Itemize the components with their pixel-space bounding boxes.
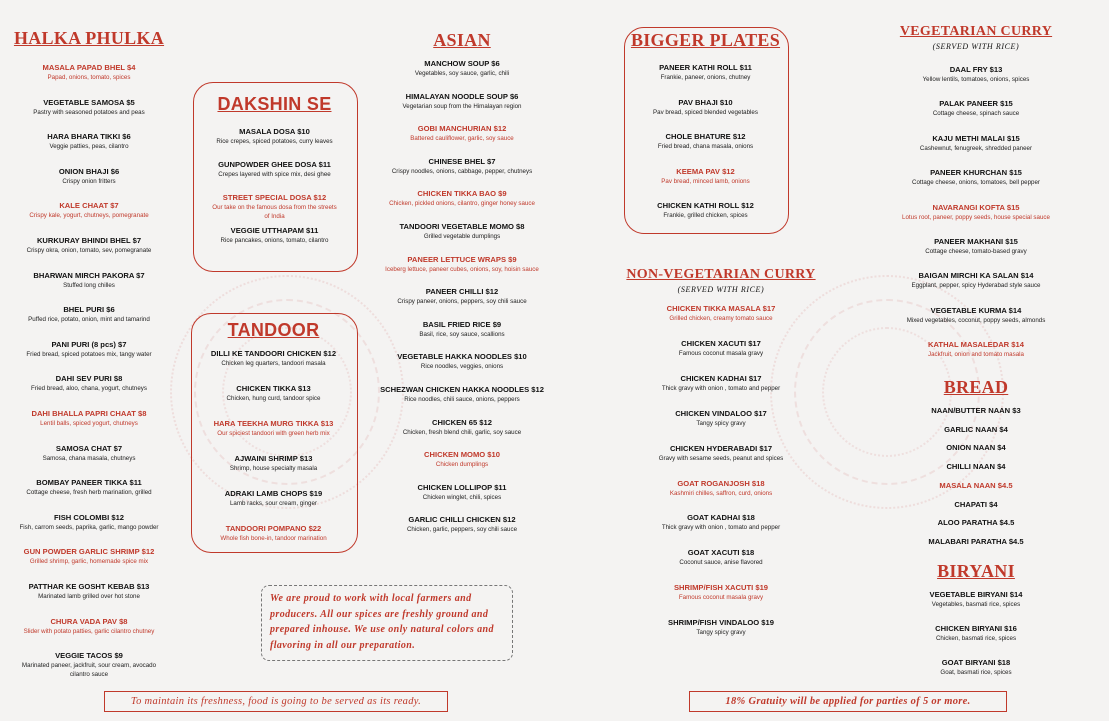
menu-item-name: CHOLE BHATURE $12 [665,132,746,141]
menu-item [6,651,172,679]
menu-item-description: Lamb racks, sour cream, ginger [229,500,317,507]
menu-item-description: Grilled vegetable dumplings [423,233,501,240]
menu-item-description: Cashewnut, fenugreek, shredded paneer [919,144,1033,152]
menu-item-name: KALE CHAAT $7 [59,201,119,211]
menu-item [366,515,558,534]
menu-item [886,462,1066,472]
menu-item-description: Famous coconut masala gravy [678,349,764,357]
menu-item-description: Lotus root, paneer, poppy seeds, house special sauce [902,213,1050,221]
menu-item-name: BOMBAY PANEER TIKKA $11 [36,478,142,488]
menu-item-description: Vegetarian soup from the Himalayan region [402,102,522,110]
menu-item-description: Veggie patties, peas, cilantro [49,143,129,151]
menu-item-name: CHICKEN TIKKA BAO $9 [417,189,507,199]
menu-item-name: NAVARANGI KOFTA $15 [932,202,1020,212]
menu-item [191,489,356,508]
section-title: TANDOOR [227,320,320,340]
menu-item-name: DILLI KE TANDOORI CHICKEN $12 [210,349,337,358]
menu-item [366,222,558,241]
menu-item [366,483,558,502]
menu-item [6,271,172,290]
menu-item [366,320,558,339]
menu-item-description: Famous coconut masala gravy [678,594,764,602]
menu-item-description: Fried bread, spiced potatoes mix, tangy water [26,350,152,358]
section-asian [366,30,558,534]
menu-item-name: BHARWAN MIRCH PAKORA $7 [33,270,145,280]
section-title: NON-VEGETARIAN CURRY [626,267,816,282]
menu-item-description: Slider with potato patties, garlic cilantro chutney [23,627,155,635]
footer-freshness-note: To maintain its freshness, food is going to be served as its ready. [104,691,448,712]
menu-item-name: CHICKEN TIKKA MASALA $17 [666,304,776,313]
menu-item-description: Battered cauliflower, garlic, soy sauce [410,135,514,143]
menu-item-description: Gravy with sesame seeds, peanut and spices [658,454,784,462]
menu-item-description: Rice noodles, veggies, onions [420,363,504,371]
menu-item-description: Eggplant, pepper, spicy Hyderabad style sauce [911,282,1041,290]
menu-item-name: SAMOSA CHAT $7 [55,443,123,453]
sourcing-note: We are proud to work with local farmers and producers. All our spices are freshly ground and prepared inhouse. We use only natural colors and flavoring in all our preparation. [261,585,513,661]
menu-item-name: SHRIMP/FISH XACUTI $19 [673,583,769,593]
menu-item-name: GARLIC NAAN $4 [944,424,1008,434]
menu-item [6,201,172,220]
menu-item-name: CHICKEN MOMO $10 [424,450,500,460]
menu-item [886,203,1066,222]
menu-item-name: DAHI SEV PURI $8 [55,374,123,384]
menu-item [621,409,821,428]
menu-item [886,271,1066,290]
section-title: ASIAN [433,30,491,50]
menu-item-description: Chicken leg quarters, tandoori masala [221,360,326,367]
menu-item-description: Vegetables, basmati rice, spices [931,601,1021,608]
menu-item-description: Cottage cheese, onions, tomatoes, bell pepper [912,179,1040,187]
menu-item-name: BASIL FRIED RICE $9 [422,319,502,329]
menu-item-description: Pastry with seasoned potatoes and peas [33,108,145,116]
menu-item [621,513,821,532]
menu-item-description: Lentil balls, spiced yogurt, chutneys [40,420,138,427]
menu-item-name: CHICKEN XACUTI $17 [681,338,761,348]
menu-item-name: PANEER CHILLI $12 [425,287,499,297]
menu-item [6,617,172,636]
menu-item-name: PATTHAR KE GOSHT KEBAB $13 [28,582,150,591]
menu-item [886,624,1066,643]
menu-item-name: CHAPATI $4 [954,499,998,509]
menu-item-description: Fried bread, chana masala, onions [657,143,754,150]
menu-item [624,98,787,117]
menu-item-name: GUNPOWDER GHEE DOSA $11 [218,160,331,169]
menu-item-name: GOAT XACUTI $18 [687,548,755,558]
menu-item [6,444,172,463]
menu-item-name: VEGETABLE SAMOSA $5 [43,97,135,107]
menu-item-name: KAJU METHI MALAI $15 [932,133,1020,143]
menu-item-name: MASALA DOSA $10 [239,127,310,136]
menu-item [886,168,1066,187]
menu-item-description: Whole fish bone-in, tandoor marination [220,535,327,542]
menu-item [886,99,1066,118]
menu-item-name: PANEER KHURCHAN $15 [930,168,1022,178]
section-halka-phulka [6,28,172,679]
menu-item [6,547,172,566]
menu-item-name: GOAT ROGANJOSH $18 [677,478,765,488]
menu-item-description: Our take on the famous dosa from the streets of India [212,204,337,220]
menu-item [621,374,821,393]
menu-item [624,63,787,82]
menu-item-description: Shrimp, house specialty masala [229,465,318,472]
menu-item-name: VEGETABLE HAKKA NOODLES $10 [397,352,527,362]
menu-item-name: MASALA PAPAD BHEL $4 [42,63,136,72]
menu-item-description: Chicken dumplings [435,461,489,469]
section-veg-curry [886,24,1066,359]
menu-item [6,374,172,393]
section-dakshin-se [193,94,356,244]
menu-item-description: Grilled chicken, creamy tomato sauce [669,315,773,322]
menu-item-name: ONION BHAJI $6 [58,166,120,176]
menu-item [886,340,1066,359]
menu-item [886,537,1066,547]
menu-item [6,132,172,151]
menu-item [6,340,172,359]
menu-item [886,443,1066,453]
menu-item-description: Goat, basmati rice, spices [940,669,1012,676]
section-non-veg-curry [621,267,821,637]
menu-item-description: Cottage cheese, spinach sauce [932,110,1020,118]
menu-item [366,352,558,371]
menu-item [191,349,356,368]
menu-item [191,384,356,403]
menu-item-name: BHEL PURI $6 [63,305,115,315]
menu-item [6,582,172,601]
section-bread [886,377,1066,546]
menu-item [621,618,821,637]
menu-item [6,98,172,117]
menu-item [366,92,558,111]
menu-item-description: Cottage cheese, fresh herb marination, grilled [26,489,152,497]
footer-gratuity-note: 18% Gratuity will be applied for parties of 5 or more. [689,691,1007,712]
menu-item-name: CHICKEN KADHAI $17 [680,373,762,383]
menu-item-name: CHICKEN VINDALOO $17 [675,408,767,418]
menu-item-name: PANI PURI (8 pcs) $7 [51,339,127,349]
menu-item-name: FISH COLOMBI $12 [53,512,125,522]
menu-item-name: GOAT KADHAI $18 [687,513,755,523]
menu-item [886,237,1066,256]
section-title: BREAD [943,377,1009,397]
menu-item [366,157,558,176]
menu-item-description: Rice pancakes, onions, tomato, cilantro [220,237,329,244]
menu-item-description: Thick gravy with onion , tomato and pepper [661,524,781,532]
menu-item-name: MALABARI PARATHA $4.5 [928,536,1024,546]
menu-item-description: Crispy paneer, onions, peppers, soy chili sauce [397,298,527,306]
menu-item-name: KURKURAY BHINDI BHEL $7 [36,236,142,245]
menu-item-name: KEEMA PAV $12 [676,166,735,176]
menu-item-name: CHILLI NAAN $4 [946,462,1006,472]
menu-item-name: KATHAL MASALEDAR $14 [928,340,1024,350]
menu-item-description: Iceberg lettuce, paneer cubes, onions, soy, hoisin sauce [385,265,539,273]
menu-item-description: Coconut sauce, anise flavored [679,559,763,567]
menu-item [366,418,558,437]
menu-item [886,306,1066,325]
menu-item-name: MASALA NAAN $4.5 [939,480,1013,490]
menu-item-name: HARA BHARA TIKKI $6 [47,132,131,142]
menu-item-description: Rice noodles, chili sauce, onions, peppers [404,396,520,403]
section-title: HALKA PHULKA [13,28,165,48]
menu-item [366,59,558,78]
menu-item [366,450,558,469]
menu-item-description: Crispy noodles, onions, cabbage, pepper, chutneys [391,167,533,175]
menu-item-name: VEGETABLE BIRYANI $14 [929,590,1023,599]
menu-item [193,160,356,179]
menu-item-description: Crispy okra, onion, tomato, sev, pomegranate [26,247,152,254]
menu-item-name: AJWAINI SHRIMP $13 [234,454,313,463]
section-title: BIGGER PLATES [630,30,781,50]
menu-item-description: Fish, carrom seeds, paprika, garlic, mango powder [19,523,159,531]
menu-item [886,518,1066,528]
menu-item [886,134,1066,153]
menu-item-name: CHICKEN TIKKA $13 [236,384,311,393]
menu-item-name: SCHEZWAN CHICKEN HAKKA NOODLES $12 [380,385,544,394]
menu-item [624,132,787,151]
menu-item-name: GUN POWDER GARLIC SHRIMP $12 [23,547,155,557]
menu-item-name: NAAN/BUTTER NAAN $3 [931,406,1021,415]
menu-item-name: TANDOORI POMPANO $22 [225,524,322,533]
menu-item [366,255,558,274]
menu-item [191,419,356,438]
menu-item [6,236,172,255]
menu-item-description: Crispy onion fritters [62,177,116,185]
menu-item-description: Crispy kale, yogurt, chutneys, pomegranate [29,212,149,220]
menu-item [6,63,172,82]
menu-item-description: Marinated paneer, jackfruit, sour cream, avocado cilantro sauce [21,662,157,679]
menu-item-name: CHICKEN 65 $12 [432,417,492,427]
menu-item-name: PANEER MAKHANI $15 [934,237,1018,246]
menu-item-description: Chicken, basmati rice, spices [935,635,1017,642]
menu-item [191,454,356,473]
menu-item [886,425,1066,435]
menu-item-name: CHICKEN BIRYANI $16 [935,624,1017,633]
menu-item-description: Frankie, paneer, onions, chutney [660,74,751,81]
menu-item [366,124,558,143]
menu-item-name: ADRAKI LAMB CHOPS $19 [224,489,323,498]
menu-item-name: VEGGIE TACOS $9 [55,651,123,661]
menu-item-description: Yellow lentils, tomatoes, onions, spices [922,76,1030,83]
menu-item [191,524,356,543]
menu-item-description: Chicken, garlic, peppers, soy chili sauce [406,526,518,534]
menu-item-name: VEGETABLE KURMA $14 [930,305,1022,315]
menu-item-description: Mixed vegetables, coconut, poppy seeds, almonds [906,316,1046,324]
menu-item-description: Tangy spicy gravy [696,629,746,637]
menu-item [886,481,1066,491]
menu-item-name: CHURA VADA PAV $8 [50,616,128,626]
menu-item [621,339,821,358]
menu-item-name: GARLIC CHILLI CHICKEN $12 [408,515,516,525]
menu-item-description: Marinated lamb grilled over hot stone [38,593,140,600]
menu-item-name: STREET SPECIAL DOSA $12 [222,193,327,202]
menu-item [886,590,1066,609]
menu-item-description: Vegetables, soy sauce, garlic, chili [414,70,510,77]
menu-item-name: DAHI BHALLA PAPRI CHAAT $8 [31,409,147,418]
menu-item-description: Samosa, chana masala, chutneys [42,454,136,462]
section-bigger-plates [624,30,787,219]
menu-item [621,479,821,498]
menu-item-name: CHICKEN KATHI ROLL $12 [657,201,754,210]
menu-item-name: PANEER KATHI ROLL $11 [659,63,752,72]
menu-item-name: TANDOORI VEGETABLE MOMO $8 [399,222,525,231]
menu-item-name: GOBI MANCHURIAN $12 [417,124,507,134]
menu-item [886,65,1066,84]
menu-item-description: Fried bread, aloo, chana, yogurt, chutneys [31,385,147,393]
menu-item [6,513,172,532]
menu-item [366,385,558,404]
menu-item-description: Pav bread, spiced blended vegetables [653,108,758,116]
section-subtitle: (SERVED WITH RICE) [932,42,1020,51]
menu-item-description: Chicken, hung curd, tandoor spice [226,395,321,402]
menu-item [886,406,1066,416]
menu-item-description: Chicken winglet, chili, spices [422,493,502,501]
menu-item [6,478,172,497]
menu-item-name: PAV BHAJI $10 [678,97,733,107]
menu-item-name: CHINESE BHEL $7 [428,156,496,166]
menu-item-name: ALOO PARATHA $4.5 [937,518,1015,528]
menu-item-name: SHRIMP/FISH VINDALOO $19 [668,618,774,628]
menu-item [193,226,356,245]
section-title: DAKSHIN SE [217,94,332,114]
menu-item-description: Tangy spicy gravy [696,419,746,427]
menu-item [6,167,172,186]
menu-item-description: Grilled shrimp, garlic, homemade spice mix [29,558,149,566]
menu-item-name: CHICKEN LOLLIPOP $11 [417,482,507,492]
menu-item-name: VEGGIE UTTHAPAM $11 [230,226,319,235]
menu-item-description: Chicken, pickled onions, cilantro, ginger honey sauce [389,200,535,208]
menu-item-description: Stuffed long chilles [63,281,115,289]
menu-item-description: Pav bread, minced lamb, onions [661,177,750,185]
menu-item-name: PANEER LETTUCE WRAPS $9 [407,254,517,264]
menu-item-description: Basil, rice, soy sauce, scallions [419,330,505,338]
section-biryani [886,561,1066,676]
menu-item-description: Cottage cheese, tomato-based gravy [925,248,1027,255]
menu-item-description: Thick gravy with onion , tomato and pepper [661,384,781,392]
menu-item-description: Kashmiri chilles, saffron, curd, onions [669,489,773,497]
menu-item-description: Frankie, grilled chicken, spices [663,212,748,219]
menu-item [6,305,172,324]
menu-item-name: HIMALAYAN NOODLE SOUP $6 [405,91,519,101]
menu-item-name: ONION NAAN $4 [946,443,1006,453]
menu-item [621,548,821,567]
menu-item-description: Our spiciest tandoori with green herb mix [217,430,330,437]
menu-item-description: Jackfruit, onion and tomato masala [928,351,1024,359]
section-title: VEGETARIAN CURRY [899,24,1053,39]
menu-item-description: Puffed rice, potato, onion, mint and tamarind [28,316,150,324]
menu-item-description: Chicken, fresh blend chili, garlic, soy sauce [402,428,522,436]
menu-item [624,201,787,220]
menu-item [193,193,356,221]
menu-item-name: CHICKEN HYDERABADI $17 [669,443,773,453]
menu-item-description: Crepes layered with spice mix, desi ghee [218,171,331,178]
menu-item-description: Papad, onions, tomato, spices [47,74,131,81]
menu-item-name: HARA TEEKHA MURG TIKKA $13 [213,419,334,428]
section-subtitle: (SERVED WITH RICE) [677,285,765,294]
menu-item-name: PALAK PANEER $15 [939,99,1013,109]
menu-item [366,287,558,306]
menu-item-name: MANCHOW SOUP $6 [424,59,500,68]
menu-item [621,583,821,602]
menu-item [621,304,821,323]
menu-item-name: BAIGAN MIRCHI KA SALAN $14 [918,271,1034,281]
menu-item [366,189,558,208]
section-tandoor [191,320,356,542]
menu-item-name: DAAL FRY $13 [949,65,1003,74]
menu-item-name: GOAT BIRYANI $18 [941,658,1011,667]
menu-item [6,409,172,428]
section-title: BIRYANI [937,561,1015,581]
menu-item [886,500,1066,510]
menu-item [193,127,356,146]
menu-item-description: Rice crepes, spiced potatoes, curry leaves [216,138,333,145]
menu-item [886,658,1066,677]
menu-item [624,167,787,186]
menu-item [621,444,821,463]
